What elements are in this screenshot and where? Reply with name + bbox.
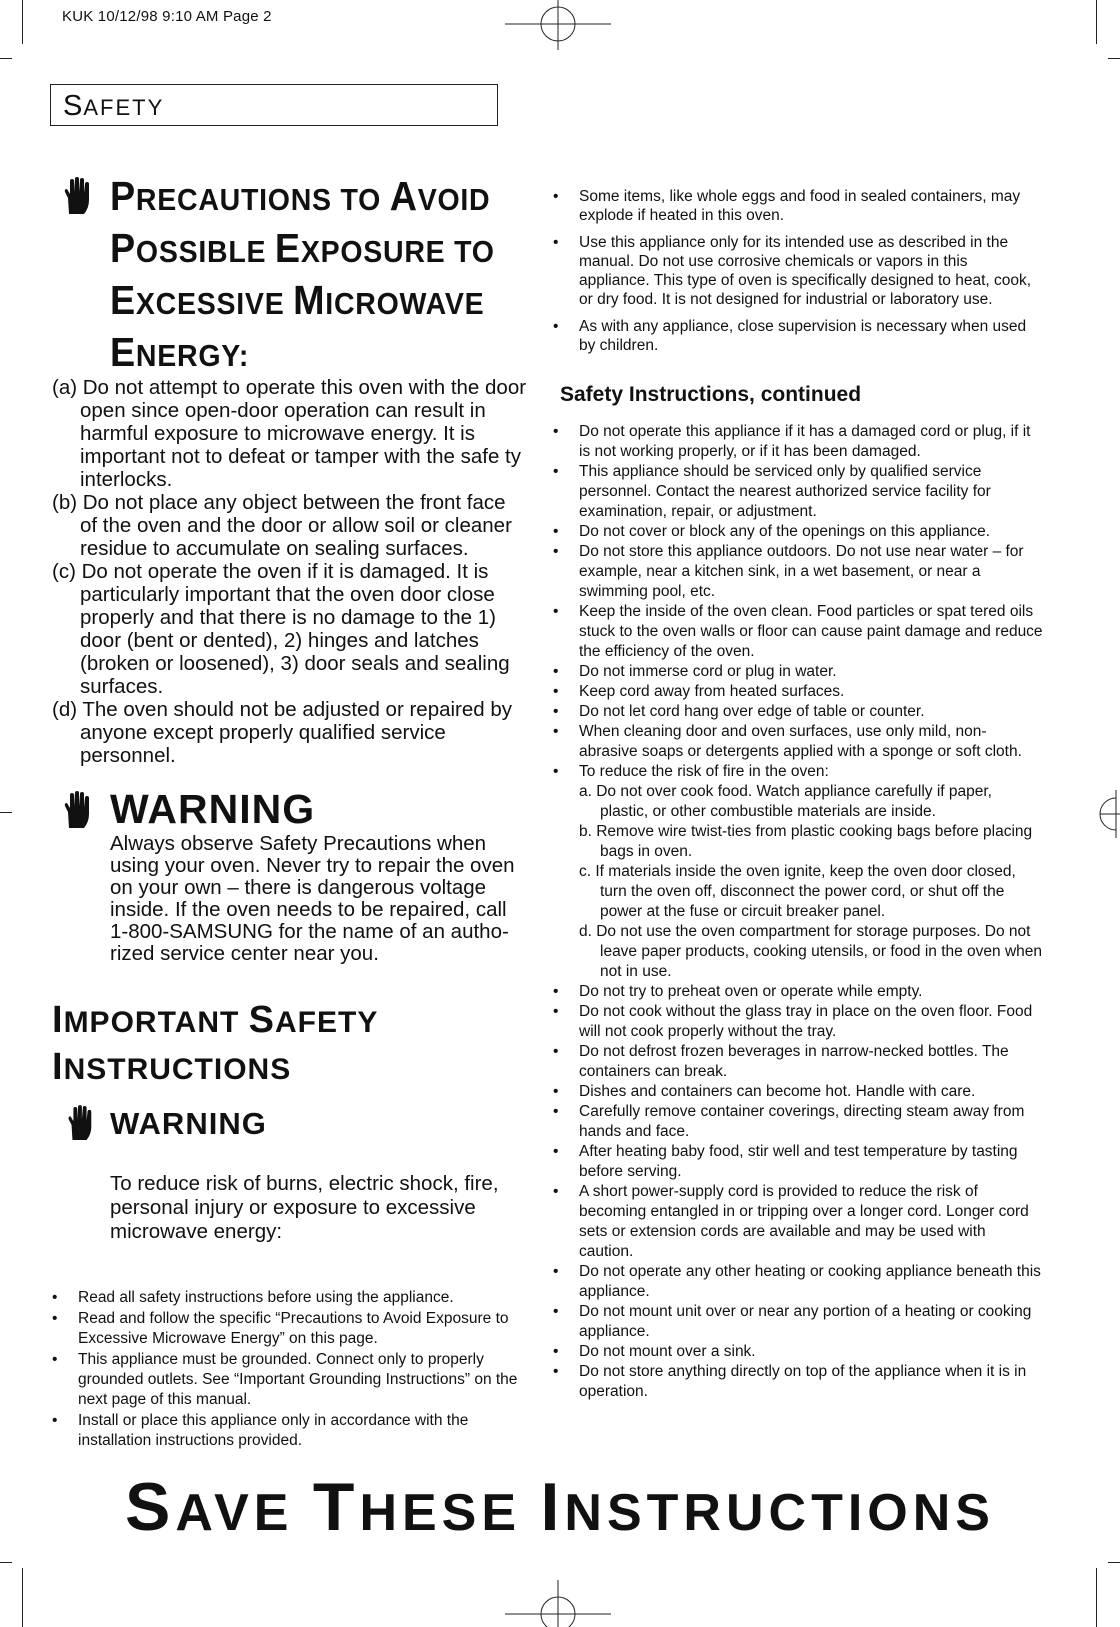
left-bullet-list <box>52 1288 527 1452</box>
list-item: • After heating baby food, stir well and test temperature by tasting before serving. <box>553 1142 1043 1182</box>
registration-mark-icon <box>1096 790 1120 838</box>
list-item: • This appliance must be grounded. Connect only to properly grounded outlets. See “Important Grounding Instructions” on the next page of this manual. <box>52 1350 527 1410</box>
crop-mark <box>1096 1568 1097 1627</box>
list-item <box>553 762 1043 982</box>
crop-mark <box>22 1568 23 1627</box>
list-item: • Do not mount over a sink. <box>553 1342 1043 1362</box>
important-safety-heading: IMPORTANT SAFETY INSTRUCTIONS <box>52 999 379 1088</box>
list-item: • Read and follow the specific “Precautions to Avoid Exposure to Excessive Microwave Energy” on this page. <box>52 1309 527 1349</box>
crop-mark <box>1108 58 1120 59</box>
crop-mark <box>0 1562 12 1563</box>
fire-sub-item: d. Do not use the oven compartment for storage purposes. Do not leave paper products, cooking utensils, or food in the oven when not in use. <box>579 923 1043 980</box>
list-item: • Do not operate this appliance if it has a damaged cord or plug, if it is not working properly, or if it has been damaged. <box>553 422 1043 462</box>
save-instructions-footer: SAVE THESE INSTRUCTIONS <box>125 1469 995 1545</box>
heading-line: EXCESSIVE MICROWAVE <box>110 277 485 323</box>
warning-title: WARNING <box>110 1106 267 1141</box>
precautions-list <box>52 376 527 767</box>
precaution-item: (a) Do not attempt to operate this oven with the door open since open-door operation can result in harmful exposure to microwave energy. It is important not to defeat or tamper with the safe ty interlocks. <box>52 376 527 491</box>
registration-mark-icon <box>505 1580 611 1627</box>
list-item: • Read all safety instructions before using the appliance. <box>52 1288 527 1308</box>
list-item: • A short power-supply cord is provided to reduce the risk of becoming entangled in or tripping over a longer cord. Longer cord sets or extension cords are available and may be used with caution. <box>553 1182 1043 1262</box>
precautions-heading <box>110 172 496 380</box>
list-item: • As with any appliance, close supervision is necessary when used by children. <box>553 317 1033 355</box>
list-item: • Do not operate any other heating or cooking appliance beneath this appliance. <box>553 1262 1043 1302</box>
heading-line: ENERGY: <box>110 329 250 375</box>
precaution-item: (c) Do not operate the oven if it is damaged. It is particularly important that the oven door close properly and that there is no damage to the 1) door (bent or dented), 2) hinges and latches (broken or loosened), 3) door seals and sealing surfaces. <box>52 560 510 698</box>
fire-sub-item: c. If materials inside the oven ignite, keep the oven door closed, turn the oven off, disconnect the power cord, or shut off the power at the fuse or circuit breaker panel. <box>579 863 1016 920</box>
heading-line: PRECAUTIONS TO AVOID <box>110 173 491 219</box>
list-item: • When cleaning door and oven surfaces, use only mild, non-abrasive soaps or detergents applied with a sponge or soft cloth. <box>553 722 1043 762</box>
fire-intro: • To reduce the risk of fire in the oven: <box>579 763 829 780</box>
right-bullet-list <box>553 422 1043 1402</box>
list-item: • Keep the inside of the oven clean. Food particles or spat tered oils stuck to the oven walls or floor can cause paint damage and reduce the efficiency of the oven. <box>553 602 1043 662</box>
hand-icon <box>60 176 94 216</box>
list-item: • Do not cover or block any of the openings on this appliance. <box>553 522 1043 542</box>
list-item: • This appliance should be serviced only by qualified service personnel. Contact the nearest authorized service facility for examination, repair, or adjustment. <box>553 462 1043 522</box>
list-item: • Use this appliance only for its intended use as described in the manual. Do not use corrosive chemicals or vapors in this appliance. This type of oven is specifically designed to heat, cook, or dry food. It is not designed for industrial or laboratory use. <box>553 233 1033 309</box>
warning-body: To reduce risk of burns, electric shock, fire, personal injury or exposure to excessive microwave energy: <box>110 1172 499 1243</box>
registration-mark-icon <box>505 0 611 50</box>
list-item: • Do not let cord hang over edge of table or counter. <box>553 702 1043 722</box>
list-item: • Install or place this appliance only in accordance with the installation instructions provided. <box>52 1411 527 1451</box>
crop-mark <box>22 0 23 44</box>
list-item: • Do not store anything directly on top of the appliance when it is in operation. <box>553 1362 1043 1402</box>
list-item: • Keep cord away from heated surfaces. <box>553 682 1043 702</box>
crop-mark <box>1108 1562 1120 1563</box>
list-item: • Do not mount unit over or near any portion of a heating or cooking appliance. <box>553 1302 1043 1342</box>
crop-mark <box>0 812 12 813</box>
fire-sub-item: b. Remove wire twist-ties from plastic cooking bags before placing bags in oven. <box>579 823 1033 860</box>
section-label: SAFETY <box>63 90 165 122</box>
list-item: • Do not defrost frozen beverages in narrow-necked bottles. The containers can break. <box>553 1042 1043 1082</box>
heading-line: POSSIBLE EXPOSURE TO <box>110 225 495 271</box>
warning-title: WARNING <box>110 786 316 832</box>
list-item: • Do not cook without the glass tray in place on the oven floor. Food will not cook properly without the tray. <box>553 1002 1043 1042</box>
list-item: • Do not try to preheat oven or operate while empty. <box>553 982 1043 1002</box>
list-item: • Do not immerse cord or plug in water. <box>553 662 1043 682</box>
list-item: • Some items, like whole eggs and food in sealed containers, may explode if heated in this oven. <box>553 187 1033 225</box>
section-header <box>50 84 498 126</box>
crop-mark <box>0 58 12 59</box>
precaution-item: (b) Do not place any object between the front face of the oven and the door or allow soil or cleaner residue to accumulate on sealing surfaces. <box>52 491 512 560</box>
list-item: • Do not store this appliance outdoors. Do not use near water – for example, near a kitchen sink, in a wet basement, or near a swimming pool, etc. <box>553 542 1043 602</box>
list-item: • Dishes and containers can become hot. Handle with care. <box>553 1082 1043 1102</box>
list-item: • Carefully remove container coverings, directing steam away from hands and face. <box>553 1102 1043 1142</box>
fire-sub-item: a. Do not over cook food. Watch appliance carefully if paper, plastic, or other combustible materials are inside. <box>579 783 992 820</box>
hand-icon <box>60 790 94 830</box>
precaution-item: (d) The oven should not be adjusted or repaired by anyone except properly qualified service personnel. <box>52 698 513 767</box>
print-slug: KUK 10/12/98 9:10 AM Page 2 <box>62 8 272 25</box>
hand-icon <box>64 1104 96 1142</box>
continued-heading: Safety Instructions, continued <box>560 383 862 406</box>
crop-mark <box>1096 0 1097 44</box>
warning-body: Always observe Safety Precautions when using your oven. Never try to repair the oven on your own – there is dangerous voltage inside. If the oven needs to be repaired, call 1-800-SAMSUNG for the name of an autho- rized service center near you. <box>110 832 515 965</box>
right-top-bullet-list <box>553 187 1033 363</box>
